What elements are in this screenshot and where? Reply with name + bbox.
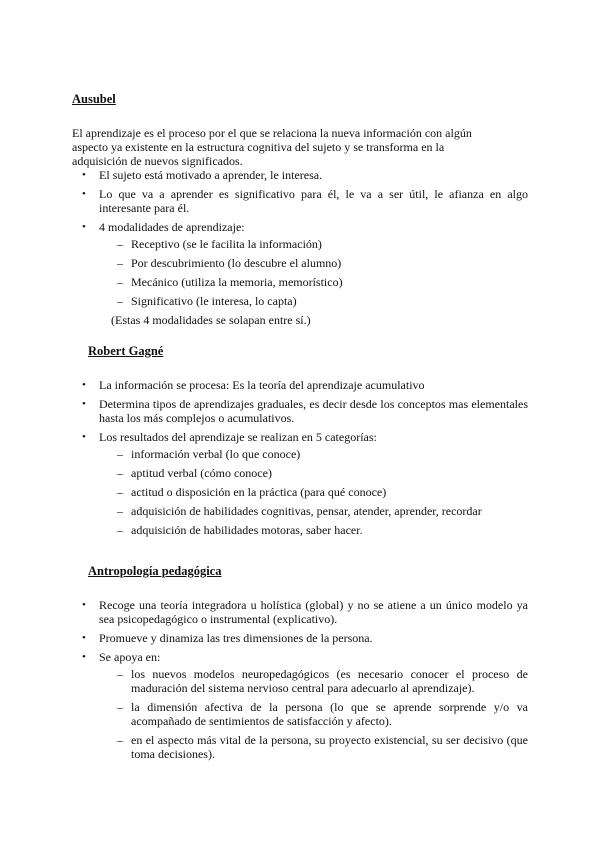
heading-antropologia: Antropología pedagógica — [88, 564, 222, 578]
sub-list-item: – la dimensión afectiva de la persona (lo que se aprende sorprende y/o va acompañado de sentimientos de satisfacción y afecto). — [117, 700, 528, 728]
sub-list-item: – en el aspecto más vital de la persona, su proyecto existencial, su ser decisivo (que toma decisiones). — [117, 733, 528, 761]
sub-list-item: – adquisición de habilidades cognitivas, pensar, atender, aprender, recordar — [117, 504, 482, 518]
intro-line: aspecto ya existente en la estructura cognitiva del sujeto y se transforma en la — [72, 140, 445, 154]
dash-icon: – — [117, 294, 123, 308]
heading-gagne: Robert Gagné — [88, 344, 164, 358]
sub-list-item: – Significativo (le interesa, lo capta) — [117, 294, 297, 308]
list-item: • El sujeto está motivado a aprender, le interesa. — [82, 168, 323, 182]
sub-list-item: – los nuevos modelos neuropedagógicos (es necesario conocer el proceso de maduración del sistema nervioso central para adecuarlo al aprendizaje). — [117, 667, 528, 695]
ausubel-list — [72, 168, 528, 327]
list-item: • Los resultados del aprendizaje se realizan en 5 categorías: – información verbal (lo que conoce) – aptitud verbal (cómo conoce) – actitud o disposición en la práctica (para qué conoce) – adquisición de habilidades cognitivas, pensar, atender, aprender, recordar – adquisición de habilidades motoras, saber hacer. — [72, 430, 528, 537]
intro-line: adquisición de nuevos significados. — [72, 154, 243, 168]
gagne-list — [72, 378, 528, 542]
bullet-icon: • — [82, 188, 86, 200]
heading-ausubel: Ausubel — [72, 92, 116, 106]
dash-icon: – — [117, 733, 123, 747]
dash-icon: – — [117, 485, 123, 499]
bullet-icon: • — [82, 431, 86, 443]
sub-list-item: – adquisición de habilidades motoras, saber hacer. — [117, 523, 363, 537]
list-item: • La información se procesa: Es la teoría del aprendizaje acumulativo — [82, 378, 425, 392]
bullet-icon: • — [82, 379, 86, 391]
bullet-icon: • — [82, 651, 86, 663]
bullet-icon: • — [82, 221, 86, 233]
antropologia-list — [72, 598, 528, 766]
sub-list-item: – Por descubrimiento (lo descubre el alumno) — [117, 256, 342, 270]
dash-icon: – — [117, 667, 123, 681]
sub-list-item: – información verbal (lo que conoce) — [117, 447, 301, 461]
bullet-icon: • — [82, 632, 86, 644]
dash-icon: – — [117, 466, 123, 480]
bullet-icon: • — [82, 169, 86, 181]
bullet-icon: • — [82, 599, 86, 611]
dash-icon: – — [117, 447, 123, 461]
ausubel-note: (Estas 4 modalidades se solapan entre sí.) — [111, 313, 311, 327]
list-item: • Recoge una teoría integradora u holística (global) y no se atiene a un único modelo ya sea psicopedagógico o instrumental (explicativo). — [82, 598, 528, 626]
sub-list-item: – actitud o disposición en la práctica (para qué conoce) — [117, 485, 387, 499]
sub-list-item: – Receptivo (se le facilita la información) — [117, 237, 322, 251]
intro-line: El aprendizaje es el proceso por el que se relaciona la nueva información con algún — [72, 126, 472, 140]
dash-icon: – — [117, 523, 123, 537]
dash-icon: – — [117, 275, 123, 289]
list-item: • Lo que va a aprender es significativo para él, le va a ser útil, le afianza en algo interesante para él. — [82, 187, 528, 215]
dash-icon: – — [117, 700, 123, 714]
sub-list-item: – aptitud verbal (cómo conoce) — [117, 466, 272, 480]
bullet-icon: • — [82, 398, 86, 410]
sub-list-item: – Mecánico (utiliza la memoria, memorístico) — [117, 275, 343, 289]
list-item: • Determina tipos de aprendizajes graduales, es decir desde los conceptos mas elementales hasta los más complejos o acumulativos. — [82, 397, 528, 425]
dash-icon: – — [117, 256, 123, 270]
list-item: • Promueve y dinamiza las tres dimensiones de la persona. — [82, 631, 373, 645]
list-item: • Se apoya en: – los nuevos modelos neuropedagógicos (es necesario conocer el proceso de maduración del sistema nervioso central para adecuarlo al aprendizaje). – la dimensión afectiva de la persona (lo que se aprende sorprende y/o va acompañado de sentimientos de satisfacción y afecto). – en el aspecto más vital de la persona, su proyecto existencial, su ser decisivo (que toma decisiones). — [82, 650, 528, 761]
list-item: • 4 modalidades de aprendizaje: – Receptivo (se le facilita la información) – Por descubrimiento (lo descubre el alumno) – Mecánico (utiliza la memoria, memorístico) – Significativo (le interesa, lo capta) — [72, 220, 528, 308]
dash-icon: – — [117, 237, 123, 251]
dash-icon: – — [117, 504, 123, 518]
ausubel-intro — [72, 126, 528, 168]
